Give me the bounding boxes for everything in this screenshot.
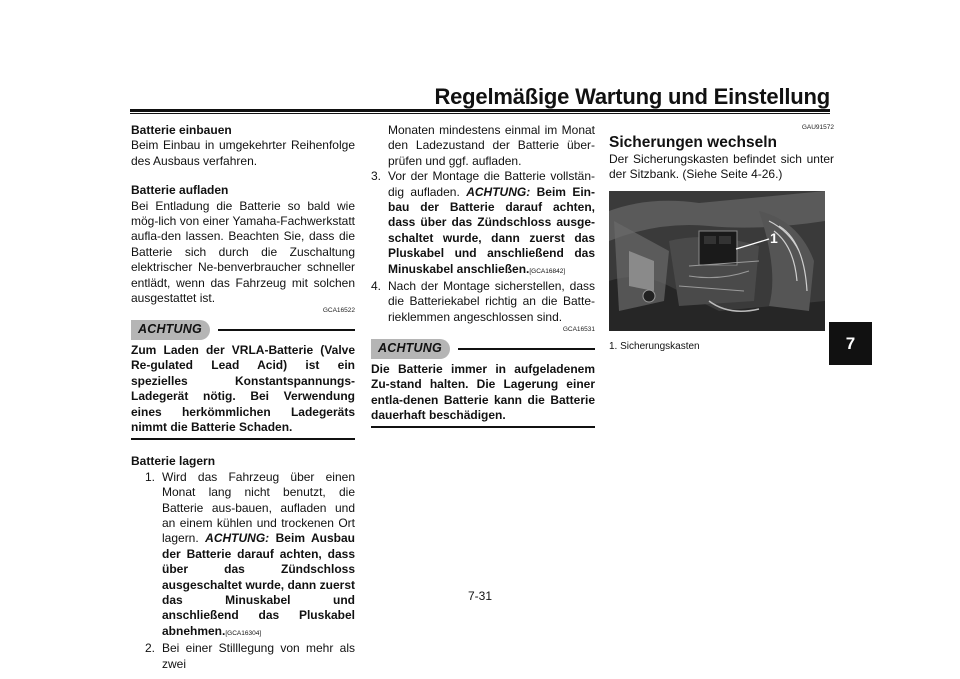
step-text: Monaten mindestens einmal im Monat den Ladezustand der Batterie über-prüfen und ggf. aufladen. xyxy=(388,123,595,168)
achtung-banner xyxy=(371,339,595,358)
section-heading: Sicherungen wechseln xyxy=(609,134,777,151)
step-number: 4. xyxy=(371,279,382,294)
list-item xyxy=(145,470,355,641)
list-item xyxy=(145,641,355,672)
chapter-tab[interactable]: 7 xyxy=(829,322,872,365)
warning-text: Zum Laden der VRLA-Batterie (Valve Re-gulated Lead Acid) ist ein spezielles Konstantspannungs-Ladegerät nötig. Bei Verwendung eines herkömmlichen Ladegeräts nimmt die Batterie Schaden. xyxy=(131,342,355,434)
step-text: Bei einer Stilllegung von mehr als zwei xyxy=(162,641,355,671)
section-code: GAU91572 xyxy=(801,124,834,131)
header-rule-thin xyxy=(130,113,830,114)
warning-text: Die Batterie immer in aufgeladenem Zu-stand halten. Die Lagerung einer entla-denen Batterie kann die Batterie dauerhaft beschädigen. xyxy=(371,361,595,422)
install-text: Beim Einbau in umgekehrter Reihenfolge des Ausbaus verfahren. xyxy=(131,138,355,168)
achtung-rule xyxy=(458,348,595,350)
warning-code: GCA16522 xyxy=(322,307,355,315)
install-heading: Batterie einbauen xyxy=(131,123,232,137)
list-item xyxy=(371,169,595,279)
store-heading: Batterie lagern xyxy=(131,454,216,469)
inline-achtung: ACHTUNG: xyxy=(205,531,270,546)
achtung-banner xyxy=(131,320,355,339)
step-warning: Beim Ausbau der Batterie darauf achten, dass über das Zündschloss ausgeschaltet wurde, dann zuerst das Minuskabel und anschließend das Pluskabel abnehmen. xyxy=(162,531,355,638)
achtung-rule xyxy=(218,329,355,331)
step-body: Vor der Montage die Batterie vollstän-dig aufladen. xyxy=(388,169,595,199)
step-text: Nach der Montage sicherstellen, dass die Batteriekabel richtig an die Batte-rieklemmen angeschlossen sind. xyxy=(388,279,595,324)
achtung-label: ACHTUNG xyxy=(371,339,450,358)
step-code: [GCA16842] xyxy=(529,267,566,275)
achtung-label: ACHTUNG xyxy=(131,320,210,339)
step-number: 3. xyxy=(371,169,382,184)
list-item xyxy=(371,279,595,325)
step-text xyxy=(162,470,355,641)
fuse-box-illustration xyxy=(609,191,825,331)
storage-steps xyxy=(145,470,355,672)
charge-text: Bei Entladung die Batterie so bald wie mög-lich von einer Yamaha-Fachwerkstatt aufla-den lassen. Beachten Sie, dass die Batterie sich durch die Zuschaltung elektrischer Ne-benverbraucher schneller entlädt, wenn das Fahrzeug mit solchen ausgestattet ist. xyxy=(131,198,355,306)
column-3 xyxy=(609,123,834,354)
step-number: 1. xyxy=(145,469,156,484)
page-number: 7-31 xyxy=(467,589,493,603)
step-body: Wird das Fahrzeug über einen Monat lang nicht benutzt, die Batterie aus-bauen, aufladen und an einem kühlen und trockenen Ort lagern. xyxy=(162,469,355,546)
step-warning: Beim Ein-bau der Batterie darauf achten, dass über das Zündschloss ausge-schaltet wurde, dann zuerst das Pluskabel und anschließend das Minuskabel anschließen. xyxy=(388,184,596,276)
photo-callout-label: 1 xyxy=(770,229,778,246)
step-code: [GCA16304] xyxy=(225,629,262,637)
header-rule xyxy=(130,109,830,112)
step-text xyxy=(388,169,595,279)
section-text: Der Sicherungskasten befindet sich unter der Sitzbank. (Siehe Seite 4-26.) xyxy=(609,152,834,182)
warning-end-rule xyxy=(371,426,595,428)
fuse-box-photo xyxy=(609,191,825,331)
charge-heading: Batterie aufladen xyxy=(131,183,229,198)
storage-steps-cont xyxy=(371,123,595,325)
inline-achtung: ACHTUNG: xyxy=(466,184,531,199)
list-item xyxy=(371,123,595,169)
page-header-title: Regelmäßige Wartung und Einstellung xyxy=(434,84,830,109)
column-2 xyxy=(371,123,595,428)
warning-code: GCA16531 xyxy=(562,326,595,334)
step-number: 2. xyxy=(145,641,156,656)
photo-caption: 1. Sicherungskasten xyxy=(609,340,700,352)
